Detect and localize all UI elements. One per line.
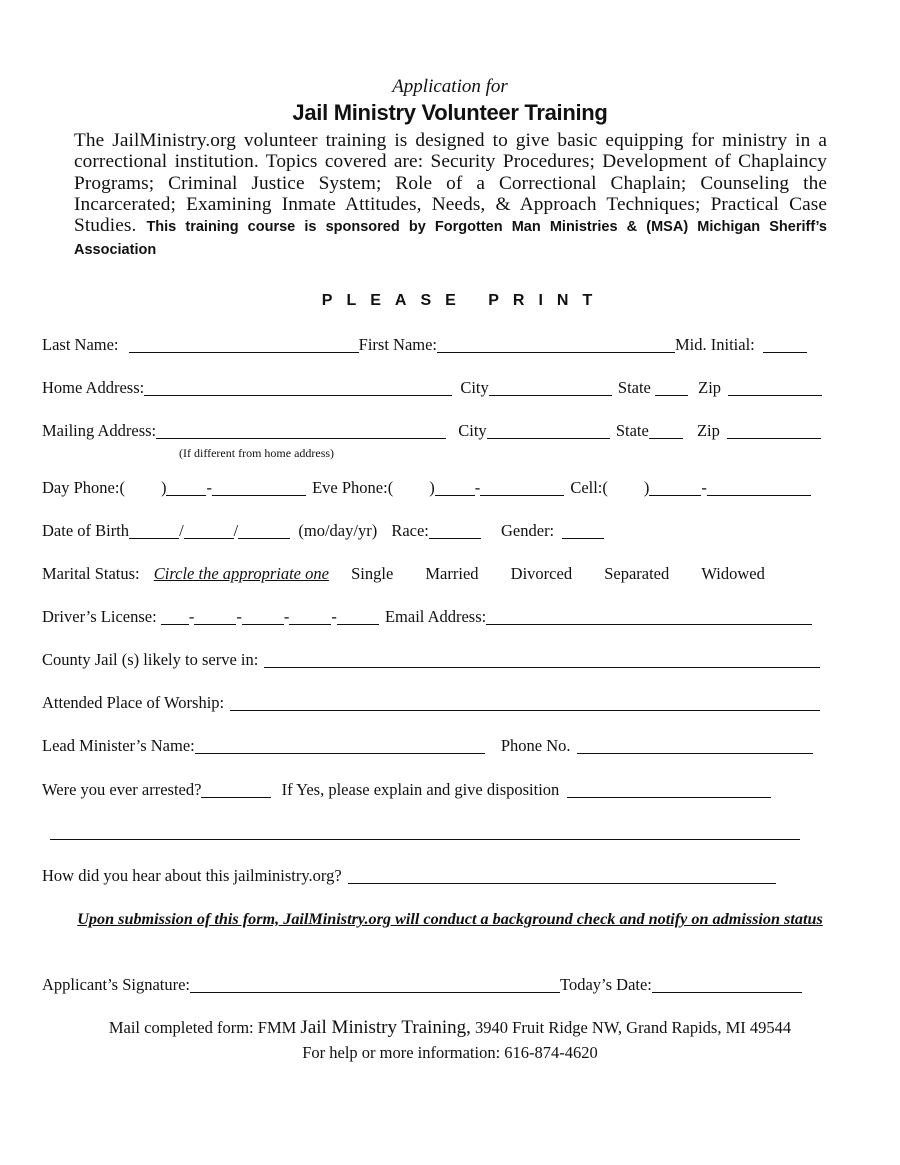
signature-label: Applicant’s Signature:	[42, 975, 191, 994]
license-row	[42, 607, 812, 627]
dash: -	[206, 478, 212, 497]
email-label: Email Address:	[384, 607, 487, 626]
first-name-label: First Name:	[358, 335, 438, 354]
dob-year-field[interactable]	[238, 537, 290, 539]
paren-close: )	[429, 478, 435, 497]
minister-row	[42, 736, 813, 756]
marital-option-married[interactable]: Married	[425, 564, 479, 583]
marital-row	[42, 564, 765, 584]
dash: -	[701, 478, 707, 497]
please-print-heading: PLEASE PRINT	[321, 292, 607, 309]
dash: -	[236, 607, 242, 626]
home-city-label: City	[460, 378, 489, 397]
dash: -	[474, 478, 481, 497]
mailing-zip-label: Zip	[696, 421, 720, 440]
marital-status-label: Marital Status:	[42, 564, 140, 583]
worship-label: Attended Place of Worship:	[42, 693, 225, 712]
license-part-5[interactable]	[337, 623, 379, 625]
background-check-notice: Upon submission of this form, JailMinistry.org will conduct a background check and notify on admission status	[77, 910, 823, 928]
cell-label: Cell:(	[570, 478, 608, 497]
last-name-label: Last Name:	[42, 335, 119, 354]
license-part-4[interactable]	[289, 623, 331, 625]
arrested-field[interactable]	[201, 796, 271, 798]
marital-option-single[interactable]: Single	[351, 564, 394, 583]
intro-text: The JailMinistry.org volunteer training is designed to give basic equipping for ministry in a correctional institution. Topics covered are: Security Procedures; Development of Chaplaincy Programs; Criminal Justice System; Role of a Correctional Chaplain; Counseling the Incarcerated; Examining Inmate Attitudes, Needs, & Approach Techniques; Practical Case Studies.	[74, 130, 827, 237]
dash: -	[283, 607, 290, 626]
mail-instructions	[0, 1017, 900, 1039]
lead-minister-field[interactable]	[195, 752, 485, 754]
home-address-row	[42, 378, 822, 398]
mailing-note: (If different from home address)	[179, 446, 335, 460]
mail-prefix: Mail completed form: FMM	[108, 1018, 297, 1037]
race-label: Race:	[391, 521, 429, 540]
mailing-city-label: City	[458, 421, 487, 440]
paren-close: )	[160, 478, 167, 497]
first-name-field[interactable]	[437, 351, 675, 353]
drivers-license-label: Driver’s License:	[42, 607, 157, 626]
marital-option-divorced[interactable]: Divorced	[510, 564, 573, 583]
county-jail-row	[42, 650, 820, 670]
gender-field[interactable]	[562, 537, 604, 539]
mid-initial-label: Mid. Initial:	[675, 335, 755, 354]
phone-row	[42, 478, 811, 498]
dash: -	[188, 607, 195, 626]
intro-paragraph	[74, 130, 827, 262]
name-row	[42, 335, 807, 355]
eve-phone-label: Eve Phone:(	[312, 478, 394, 497]
mailing-address-field[interactable]	[156, 437, 446, 439]
email-field[interactable]	[486, 623, 812, 625]
mail-org: Jail Ministry Training,	[300, 1017, 471, 1038]
home-zip-field[interactable]	[728, 394, 822, 396]
circle-hint: Circle the appropriate one	[153, 564, 329, 583]
home-state-label: State	[617, 378, 651, 397]
phone-no-label: Phone No.	[500, 736, 571, 755]
dash: -	[331, 607, 337, 626]
license-part-1[interactable]	[161, 623, 189, 625]
dob-label: Date of Birth	[42, 521, 130, 540]
form-title: Jail Ministry Volunteer Training	[292, 100, 608, 125]
race-field[interactable]	[429, 537, 481, 539]
help-info: For help or more information: 616-874-4620	[302, 1043, 598, 1062]
slash: /	[233, 521, 239, 540]
day-phone-label: Day Phone:(	[42, 478, 125, 497]
hear-row	[42, 866, 776, 886]
home-state-field[interactable]	[655, 394, 688, 396]
signature-field[interactable]	[190, 991, 560, 993]
eve-phone-prefix[interactable]	[435, 494, 475, 496]
marital-option-widowed[interactable]: Widowed	[701, 564, 765, 583]
license-part-2[interactable]	[194, 623, 236, 625]
worship-row	[42, 693, 820, 713]
day-phone-prefix[interactable]	[166, 494, 206, 496]
todays-date-field[interactable]	[652, 991, 802, 993]
form-pretitle: Application for	[392, 76, 508, 97]
signature-row	[42, 975, 802, 995]
if-yes-label: If Yes, please explain and give disposition	[281, 780, 560, 799]
mail-address: 3940 Fruit Ridge NW, Grand Rapids, MI 49544	[475, 1018, 792, 1037]
mailing-state-field[interactable]	[649, 437, 683, 439]
county-jail-field[interactable]	[264, 666, 820, 668]
hear-about-label: How did you hear about this jailministry.org?	[42, 866, 342, 885]
marital-option-separated[interactable]: Separated	[604, 564, 670, 583]
mailing-address-label: Mailing Address:	[42, 421, 157, 440]
hear-about-field[interactable]	[348, 882, 776, 884]
paren-close: )	[643, 478, 650, 497]
gender-label: Gender:	[501, 521, 555, 540]
mailing-address-row	[42, 421, 821, 441]
arrested-label: Were you ever arrested?	[42, 780, 202, 799]
arrested-row	[42, 780, 771, 800]
sponsor-text: This training course is sponsored by Forgotten Man Ministries & (MSA) Michigan Sheriff’s Association	[74, 219, 827, 259]
dob-row	[42, 521, 604, 541]
home-city-field[interactable]	[489, 394, 612, 396]
license-part-3[interactable]	[242, 623, 284, 625]
eve-phone-number[interactable]	[480, 494, 564, 496]
cell-prefix[interactable]	[649, 494, 701, 496]
explanation-field-2[interactable]	[50, 838, 800, 840]
last-name-field[interactable]	[129, 351, 359, 353]
slash: /	[179, 521, 184, 540]
mailing-state-label: State	[615, 421, 649, 440]
dob-format: (mo/day/yr)	[298, 521, 378, 540]
todays-date-label: Today’s Date:	[560, 975, 652, 994]
minister-phone-field[interactable]	[577, 752, 813, 754]
worship-field[interactable]	[230, 709, 820, 711]
lead-minister-label: Lead Minister’s Name:	[42, 736, 195, 755]
dob-day-field[interactable]	[184, 537, 234, 539]
mailing-city-field[interactable]	[487, 437, 610, 439]
county-jail-label: County Jail (s) likely to serve in:	[42, 650, 259, 669]
cell-number[interactable]	[707, 494, 811, 496]
home-address-field[interactable]	[144, 394, 452, 396]
explanation-field-1[interactable]	[567, 796, 771, 798]
home-zip-label: Zip	[698, 378, 722, 397]
mailing-zip-field[interactable]	[727, 437, 821, 439]
home-address-label: Home Address:	[42, 378, 145, 397]
dob-month-field[interactable]	[129, 537, 179, 539]
mid-initial-field[interactable]	[763, 351, 807, 353]
day-phone-number[interactable]	[212, 494, 306, 496]
